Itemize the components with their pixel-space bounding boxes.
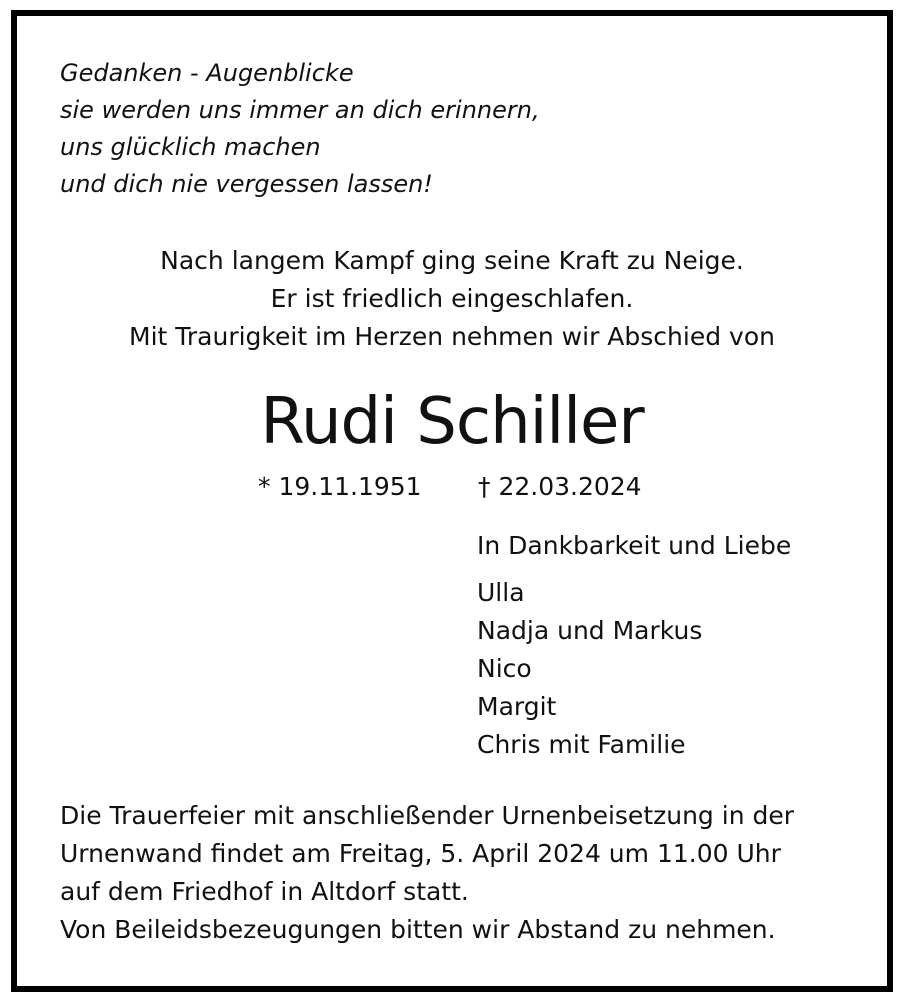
mourner: Chris mit Familie	[477, 730, 686, 759]
intro-line: Er ist friedlich eingeschlafen.	[270, 284, 634, 313]
intro-line: Mit Traurigkeit im Herzen nehmen wir Abschied von	[129, 322, 775, 351]
mourners-list	[477, 574, 702, 764]
mourner: Nadja und Markus	[477, 616, 703, 645]
notice-line: auf dem Friedhof in Altdorf statt.	[60, 877, 469, 906]
poem	[60, 55, 540, 203]
notice-line: Die Trauerfeier mit anschließender Urnenbeisetzung in der	[60, 801, 795, 830]
funeral-notice	[60, 797, 794, 949]
intro-text	[0, 242, 904, 356]
intro-line: Nach langem Kampf ging seine Kraft zu Neige.	[160, 246, 744, 275]
poem-line: sie werden uns immer an dich erinnern,	[60, 96, 540, 124]
thanks-line: In Dankbarkeit und Liebe	[477, 531, 792, 560]
notice-line: Urnenwand findet am Freitag, 5. April 2024 um 11.00 Uhr	[60, 839, 781, 868]
mourner: Nico	[477, 654, 532, 683]
deceased-name: Rudi Schiller	[260, 385, 644, 459]
poem-line: und dich nie vergessen lassen!	[60, 170, 433, 198]
poem-line: uns glücklich machen	[60, 133, 321, 161]
death-date: † 22.03.2024	[478, 472, 642, 501]
birth-date: * 19.11.1951	[258, 472, 422, 501]
mourner: Margit	[477, 692, 557, 721]
mourner: Ulla	[477, 578, 525, 607]
notice-line: Von Beileidsbezeugungen bitten wir Abstand zu nehmen.	[60, 915, 776, 944]
poem-line: Gedanken - Augenblicke	[60, 59, 354, 87]
